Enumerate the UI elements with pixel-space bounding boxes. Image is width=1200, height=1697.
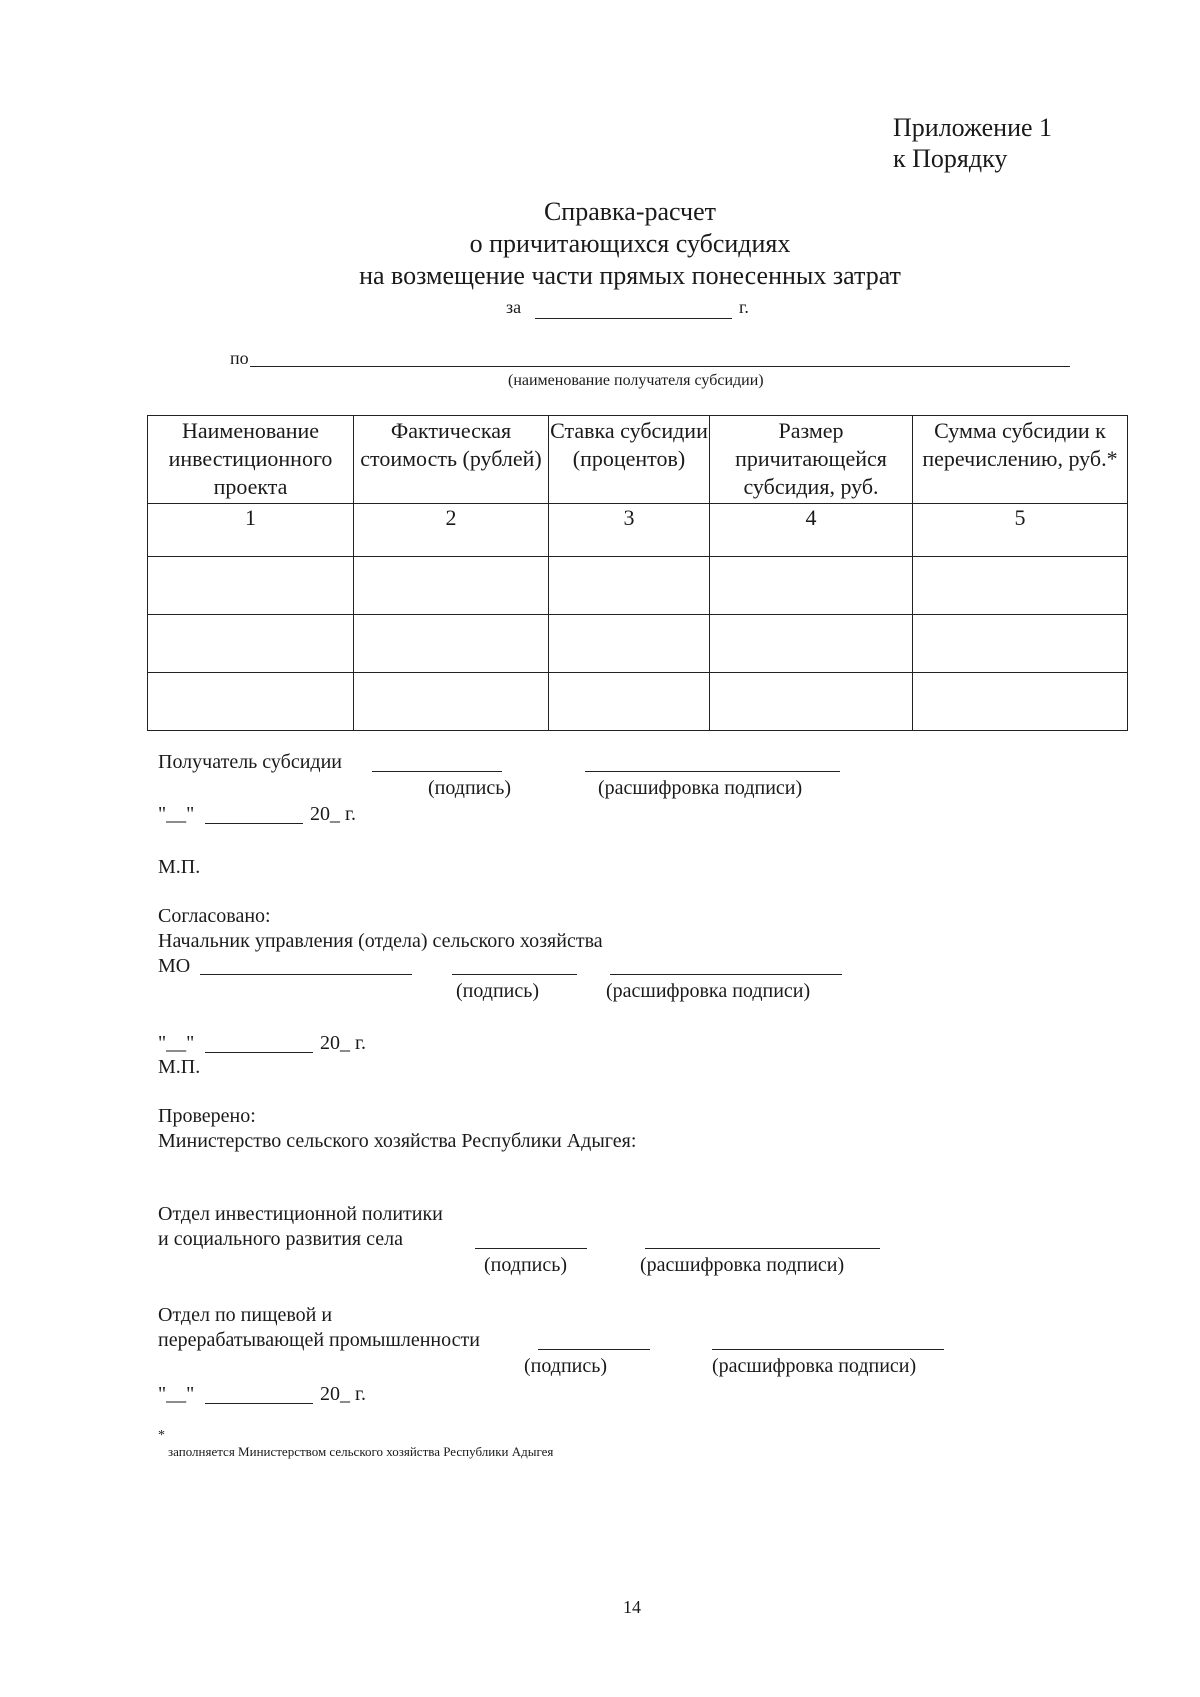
dept-food-line-1: Отдел по пищевой и: [158, 1304, 333, 1326]
recipient-sign-label: Получатель субсидии: [158, 751, 342, 773]
subsidy-table: [147, 415, 1128, 731]
table-cell[interactable]: [354, 673, 549, 731]
document-title: Справка-расчет: [543, 197, 717, 226]
table-header-row: [148, 416, 1128, 504]
document-subtitle-1: о причитающихся субсидиях: [469, 229, 791, 258]
decode-caption: (расшифровка подписи): [640, 1254, 845, 1276]
agreed-decode-blank: [610, 974, 842, 975]
recipient-decode-blank: [585, 771, 840, 772]
food-decode-blank: [712, 1349, 944, 1350]
table-cell[interactable]: [913, 673, 1128, 731]
investment-decode-blank: [645, 1248, 880, 1249]
table-cell[interactable]: [354, 615, 549, 673]
footnote-mark: *: [158, 1428, 165, 1443]
footnote-text: заполняется Министерством сельского хозяйства Республики Адыгея: [168, 1444, 554, 1459]
table-cell[interactable]: [354, 557, 549, 615]
signature-caption: (подпись): [484, 1254, 568, 1276]
column-number: 2: [354, 504, 549, 557]
date-month-blank: [205, 1403, 313, 1404]
period-prefix: за: [506, 297, 522, 317]
recipient-caption: (наименование получателя субсидии): [508, 372, 764, 389]
date-quote: "__": [158, 803, 195, 825]
appendix-label: [893, 112, 1052, 174]
date-quote: "__": [158, 1032, 195, 1054]
column-number: 1: [148, 504, 354, 557]
column-number-row: [148, 504, 1128, 557]
header-cell-cost: Фактическая стоимость (рублей): [354, 416, 549, 504]
recipient-blank: [250, 366, 1070, 367]
date-year: 20_ г.: [310, 803, 356, 825]
period-suffix: г.: [739, 297, 749, 317]
seal-mark: М.П.: [158, 1056, 201, 1078]
table-row: [148, 673, 1128, 731]
appendix-line-1: Приложение 1: [893, 113, 1053, 142]
date-quote: "__": [158, 1383, 195, 1405]
recipient-signature-blank: [372, 771, 502, 772]
column-number: 4: [710, 504, 913, 557]
table-cell[interactable]: [549, 557, 710, 615]
header-cell-due: Размер причитающейся субсидия, руб.: [710, 416, 913, 504]
table-cell[interactable]: [148, 673, 354, 731]
checked-label: Проверено:: [158, 1105, 256, 1127]
date-month-blank: [205, 1052, 313, 1053]
decode-caption: (расшифровка подписи): [606, 980, 811, 1002]
agreed-label: Согласовано:: [158, 905, 271, 927]
table-cell[interactable]: [913, 615, 1128, 673]
table-cell[interactable]: [913, 557, 1128, 615]
appendix-line-2: к Порядку: [893, 144, 1008, 173]
mo-blank: [200, 974, 412, 975]
column-number: 5: [913, 504, 1128, 557]
date-year: 20_ г.: [320, 1383, 366, 1405]
table-cell[interactable]: [549, 615, 710, 673]
decode-caption: (расшифровка подписи): [712, 1355, 917, 1377]
table-row: [148, 615, 1128, 673]
header-cell-transfer: Сумма субсидии к перечислению, руб.*: [913, 416, 1128, 504]
dept-investment-line-2: и социального развития села: [158, 1228, 403, 1250]
signature-caption: (подпись): [524, 1355, 608, 1377]
page-number: 14: [623, 1597, 641, 1617]
document-subtitle-2: на возмещение части прямых понесенных затрат: [359, 261, 901, 290]
header-cell-rate: Ставка субсидии (процентов): [549, 416, 710, 504]
header-cell-project: Наименование инвестиционного проекта: [148, 416, 354, 504]
table-cell[interactable]: [148, 557, 354, 615]
period-blank: [535, 318, 732, 319]
table-cell[interactable]: [148, 615, 354, 673]
date-year: 20_ г.: [320, 1032, 366, 1054]
recipient-prefix: по: [230, 348, 249, 368]
dept-food-line-2: перерабатывающей промышленности: [158, 1329, 480, 1351]
table-row: [148, 557, 1128, 615]
table-cell[interactable]: [549, 673, 710, 731]
date-month-blank: [205, 823, 303, 824]
agreed-signature-blank: [452, 974, 577, 975]
table-cell[interactable]: [710, 615, 913, 673]
dept-investment-line-1: Отдел инвестиционной политики: [158, 1203, 443, 1225]
agreed-mo: МО: [158, 955, 191, 977]
checked-ministry: Министерство сельского хозяйства Республики Адыгея:: [158, 1130, 637, 1152]
signature-caption: (подпись): [428, 777, 512, 799]
investment-signature-blank: [475, 1248, 587, 1249]
agreed-position: Начальник управления (отдела) сельского хозяйства: [158, 930, 603, 952]
table-cell[interactable]: [710, 557, 913, 615]
column-number: 3: [549, 504, 710, 557]
table-cell[interactable]: [710, 673, 913, 731]
food-signature-blank: [538, 1349, 650, 1350]
seal-mark: М.П.: [158, 856, 201, 878]
decode-caption: (расшифровка подписи): [598, 777, 803, 799]
signature-caption: (подпись): [456, 980, 540, 1002]
